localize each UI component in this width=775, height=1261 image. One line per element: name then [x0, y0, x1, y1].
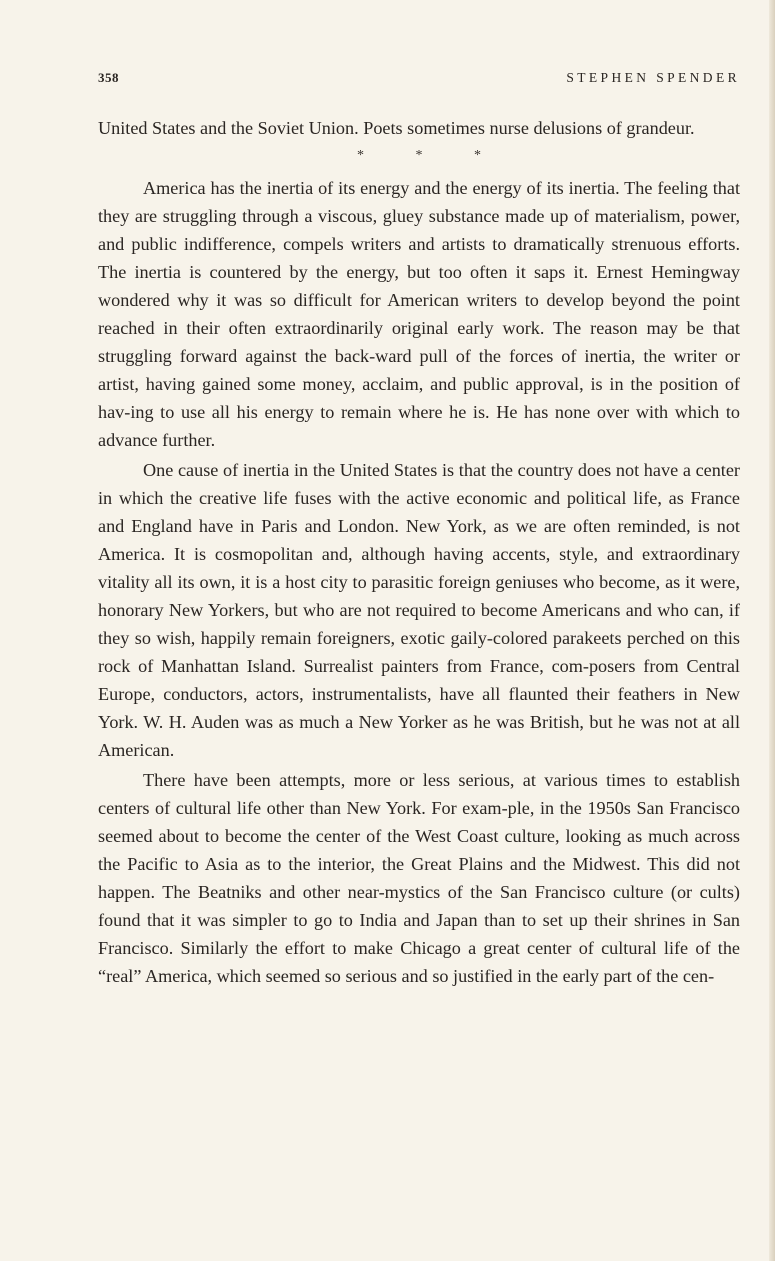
- running-head: STEPHEN SPENDER: [566, 70, 740, 85]
- paragraph-continued: United States and the Soviet Union. Poets sometimes nurse delusions of grandeur.: [98, 118, 695, 138]
- paragraph-center: One cause of inertia in the United States is that the country does not have a center in which the creative life fuses with the active economic and political life, as France and England have in Paris and London. New York, as we are often reminded, is not America. It is cosmopolitan and, although having accents, style, and extraordinary vitality all its own, it is a host city to parasitic foreign geniuses who become, as it were, honorary New Yorkers, but who are not required to become Americans and who can, if they so wish, happily remain foreigners, exotic gaily-colored parakeets perched on this rock of Manhattan Island. Surrealist painters from France, com-posers from Central Europe, conductors, actors, instrumentalists, have all flaunted their feathers in New York. W. H. Auden was as much a New Yorker as he was British, but he was not at all American.: [98, 460, 740, 760]
- paragraph-inertia: America has the inertia of its energy and the energy of its inertia. The feeling that they are struggling through a viscous, gluey substance made up of materialism, power, and public indifference, compels writers and artists to dramatically strenuous efforts. The inertia is countered by the energy, but too often it saps it. Ernest Hemingway wondered why it was so difficult for American writers to develop beyond the point reached in their often extraordinarily original early work. The reason may be that struggling forward against the back-ward pull of the forces of inertia, the writer or artist, having gained some money, acclaim, and public approval, is in the position of hav-ing to use all his energy to remain where he is. He has none over with which to advance further.: [98, 178, 740, 450]
- section-break: * * *: [357, 148, 505, 163]
- page-edge-shadow: [769, 0, 775, 1261]
- paragraph-attempts: There have been attempts, more or less serious, at various times to establish centers of cultural life other than New York. For exam-ple, in the 1950s San Francisco seemed about to become the center of the West Coast culture, looking as much across the Pacific to Asia as to the interior, the Great Plains and the Midwest. This did not happen. The Beatniks and other near-mystics of the San Francisco culture (or cults) found that it was simpler to go to India and Japan than to set up their shrines in San Francisco. Similarly the effort to make Chicago a great center of cultural life of the “real” America, which seemed so serious and so justified in the early part of the cen-: [98, 770, 740, 986]
- page-header: [98, 70, 740, 92]
- page-number: 358: [98, 70, 119, 85]
- body-text: [98, 114, 740, 990]
